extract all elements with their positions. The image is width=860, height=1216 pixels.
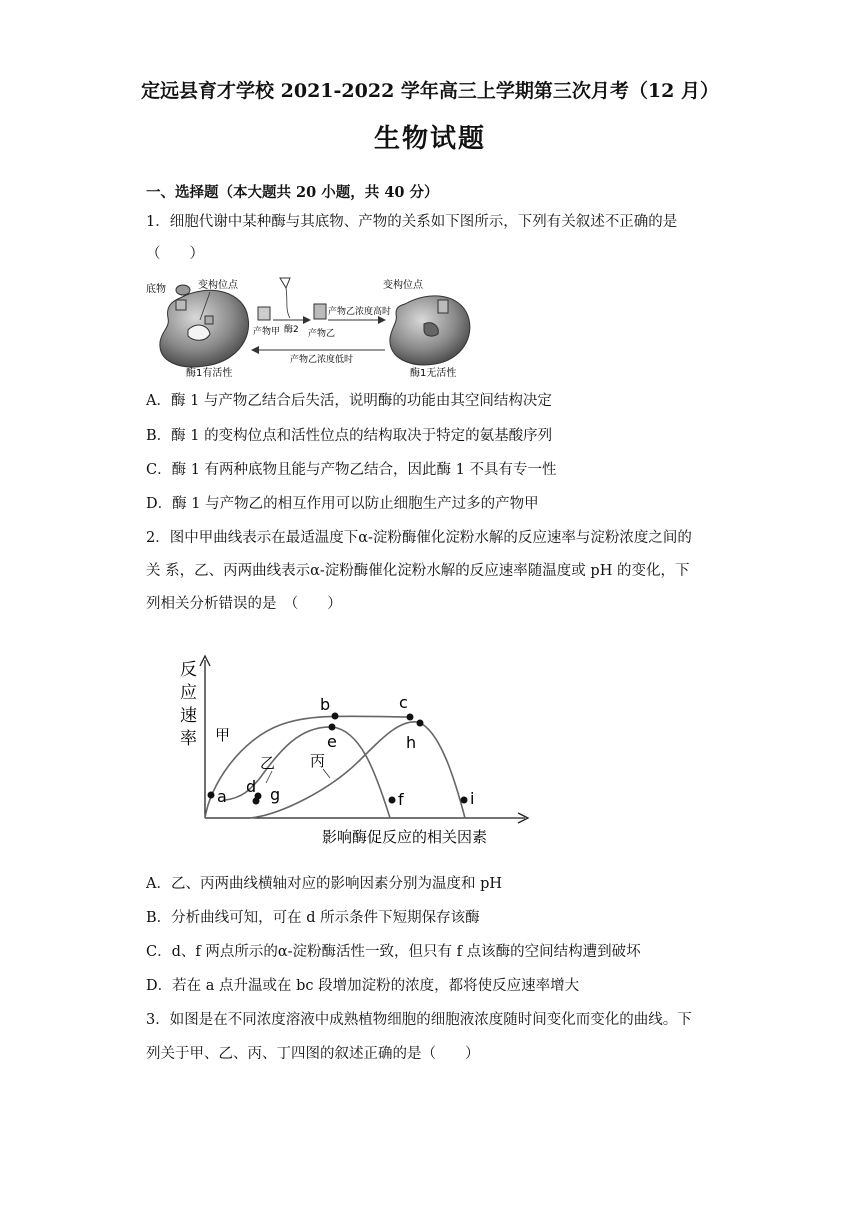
exam-title: 定远县育才学校 2021-2022 学年高三上学期第三次月考（12 月） <box>141 80 719 102</box>
q1-option-a: A．酶 1 与产物乙结合后失活，说明酶的功能由其空间结构决定 <box>146 393 552 409</box>
ylabel-char-3: 速 <box>180 706 197 726</box>
q3-stem-line1: 3．如图是在不同浓度溶液中成熟植物细胞的细胞液浓度随时间变化而变化的曲线。下 <box>146 1012 692 1028</box>
q1-option-c: C．酶 1 有两种底物且能与产物乙结合，因此酶 1 不具有专一性 <box>146 462 557 478</box>
product-b-icon <box>314 304 326 319</box>
curve-bing <box>250 722 465 818</box>
label-enzyme2: 酶2 <box>284 325 299 335</box>
point-a <box>208 792 215 799</box>
curve-label-yi: 乙 <box>260 754 276 772</box>
point-label-b: b <box>320 695 331 714</box>
curve-label-jia: 甲 <box>215 726 231 744</box>
curve-yi <box>225 727 390 818</box>
label-enzyme-inactive: 酶1无活性 <box>410 368 457 379</box>
point-i <box>461 797 468 804</box>
label-product-a: 产物甲 <box>253 327 281 337</box>
reaction-rate-graph <box>170 650 540 850</box>
point-c <box>407 714 414 721</box>
ylabel-char-4: 率 <box>180 729 197 749</box>
point-b <box>332 713 339 720</box>
substrate-cube <box>176 300 186 310</box>
point-g <box>253 798 260 805</box>
label-enzyme-active: 酶1有活性 <box>186 368 233 379</box>
curve-label-bing: 丙 <box>310 752 326 770</box>
q3-stem-line2: 列关于甲、乙、丙、丁四图的叙述正确的是（ ） <box>146 1046 480 1062</box>
ylabel-char-2: 应 <box>180 683 197 703</box>
point-label-e: e <box>327 732 337 751</box>
q2-option-c: C．d、f 两点所示的α-淀粉酶活性一致，但只有 f 点该酶的空间结构遭到破坏 <box>146 944 641 960</box>
point-h <box>417 720 424 727</box>
point-label-f: f <box>398 790 404 809</box>
x-axis-label: 影响酶促反应的相关因素 <box>322 828 488 846</box>
label-allosteric-right: 变构位点 <box>383 280 423 291</box>
ylabel-char-1: 反 <box>180 660 197 680</box>
q2-stem-line1: 2．图中甲曲线表示在最适温度下α-淀粉酶催化淀粉水解的反应速率与淀粉浓度之间的 <box>146 530 692 546</box>
point-label-i: i <box>470 789 475 808</box>
point-label-d: d <box>246 777 257 796</box>
label-low-conc: 产物乙浓度低时 <box>290 355 354 365</box>
point-e <box>329 724 336 731</box>
q2-option-a: A．乙、丙两曲线横轴对应的影响因素分别为温度和 pH <box>146 876 503 892</box>
product-a-icon <box>258 307 270 320</box>
point-label-h: h <box>406 733 417 752</box>
q1-stem-line2: （ ） <box>146 246 204 262</box>
label-substrate: 底物 <box>146 284 166 295</box>
point-label-g: g <box>270 785 281 804</box>
label-product-b: 产物乙 <box>308 329 336 339</box>
point-f <box>389 797 396 804</box>
label-high-conc: 产物乙浓度高时 <box>328 307 392 317</box>
q2-stem-line3: 列相关分析错误的是 （ ） <box>146 596 342 612</box>
section-heading: 一、选择题（本大题共 20 小题，共 40 分） <box>146 184 439 201</box>
q1-stem-line1: 1．细胞代谢中某种酶与其底物、产物的关系如下图所示，下列有关叙述不正确的是 <box>146 214 678 230</box>
q1-option-d: D．酶 1 与产物乙的相互作用可以防止细胞生产过多的产物甲 <box>146 496 539 512</box>
q2-option-b: B．分析曲线可知，可在 d 所示条件下短期保存该酶 <box>146 910 480 926</box>
point-label-c: c <box>399 693 408 712</box>
point-label-a: a <box>217 787 227 806</box>
exam-subtitle: 生物试题 <box>373 124 486 154</box>
q2-option-d: D．若在 a 点升温或在 bc 段增加淀粉的浓度，都将使反应速率增大 <box>146 978 580 994</box>
enzyme-allosteric-diagram <box>140 270 490 382</box>
substrate-oval <box>176 285 190 295</box>
q2-stem-line2: 关 系，乙、丙两曲线表示α-淀粉酶催化淀粉水解的反应速率随温度或 pH 的变化，下 <box>146 563 690 579</box>
q1-option-b: B．酶 1 的变构位点和活性位点的结构取决于特定的氨基酸序列 <box>146 428 553 444</box>
label-allosteric-left: 变构位点 <box>198 280 238 291</box>
